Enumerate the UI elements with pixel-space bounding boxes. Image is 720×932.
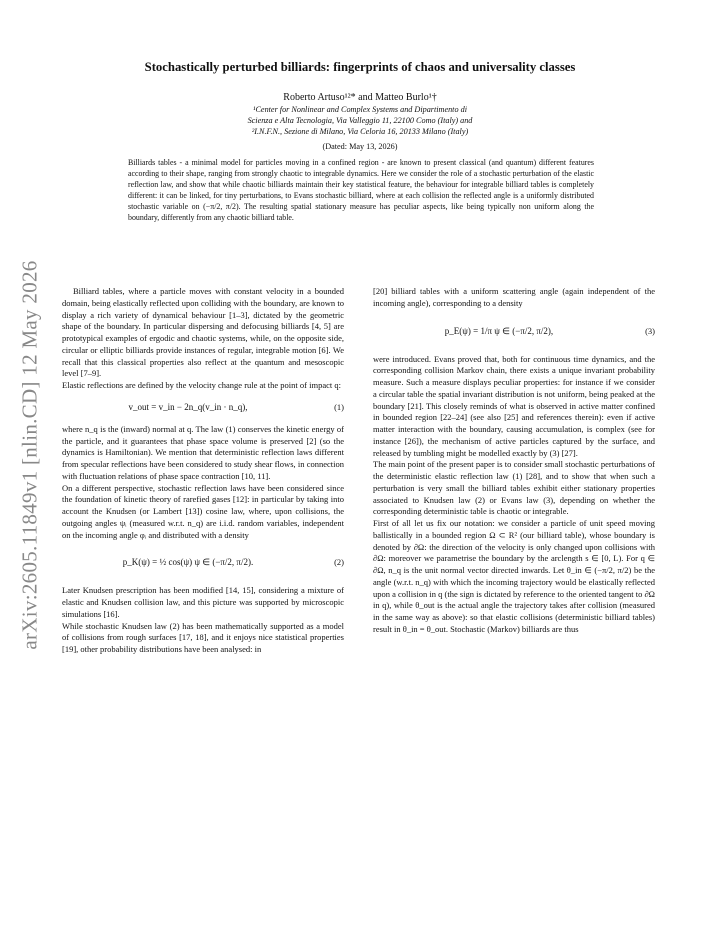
paragraph: The main point of the present paper is to consider small stochastic perturbations of the deterministic elastic reflection law (1) [28], and to show that when such a perturbation is very small the billiard tables exhibit either stationary properties associated to Knudsen law (2) or Evans law (3), depending on whether the corresponding deterministic table is chaotic or integrable. — [373, 459, 655, 517]
left-column — [62, 286, 344, 656]
affiliation-line: ²I.N.F.N., Sezione di Milano, Via Celoria 16, 20133 Milano (Italy) — [251, 127, 469, 137]
date-line: (Dated: May 13, 2026) — [322, 142, 398, 151]
equation-number: (3) — [645, 325, 655, 336]
paragraph: While stochastic Knudsen law (2) has been mathematically supported as a model of collisions from rough surfaces [17, 18], and it enjoys nice statistical properties [19], other probability distributions have been analysed: in — [62, 620, 344, 654]
right-column — [373, 286, 655, 636]
author-list: Roberto Artuso¹²* and Matteo Burlo¹† — [283, 92, 437, 103]
affiliation-line: ¹Center for Nonlinear and Complex Systems and Dipartimento di — [253, 105, 467, 114]
arxiv-sidebar — [10, 240, 50, 670]
equation-body: p_K(ψ) = ½ cos(ψ) ψ ∈ (−π/2, π/2). — [122, 557, 254, 568]
equation-3 — [373, 312, 655, 352]
equation-2 — [62, 543, 344, 583]
equation-body: v_out = v_in − 2n_q(v_in · n_q), — [128, 401, 248, 412]
paragraph: Later Knudsen prescription has been modified [14, 15], considering a mixture of elastic and Knudsen collision law, and this picture was supported by microscopic simulations [16]. — [62, 585, 344, 619]
abstract: Billiards tables - a minimal model for particles moving in a confined region - are known to present classical (and quantum) different features according to their shape, ranging from strongly chaotic to integrable dynamics. Here we consider the role of a stochastic perturbation of the elastic reflection law, and show that while chaotic billiards maintain their key statistical feature, the behaviour for integrable billiard tables is completely different: it can be linked, for tiny perturbations, to Evans stochastic billiard, where at each collision the reflected angle is a uniformly distributed stochastic variable on (−π/2, π/2). The resulting spatial stationary measure has peculiar aspects, like being typically non uniform along the boundary, differently from any chaotic billiard table. — [128, 158, 594, 223]
paper-title: Stochastically perturbed billiards: fingerprints of chaos and universality classes — [144, 60, 576, 74]
paragraph: where n_q is the (inward) normal at q. The law (1) conserves the kinetic energy of the particle, and it guarantees that phase space volume is preserved [2] (so the dynamics is Hamiltonian). We mention that deterministic reflection laws different from specular reflections have been considered to study shear flows, in connection with fluctuation relations of phase space contraction [10, 11]. — [62, 423, 344, 481]
paragraph: On a different perspective, stochastic reflection laws have been considered since the foundation of kinetic theory of rarefied gases [12]: in particular by taking into account the Knudsen (or Lambert [13]) cosine law, where, upon collisions, the outgoing angles ψᵢ (measured w.r.t. n_q) are i.i.d. random variables, independent on the incoming angle φᵢ and distributed with a density — [62, 482, 344, 540]
equation-number: (2) — [334, 557, 344, 568]
equation-1 — [62, 394, 344, 422]
affiliations — [150, 104, 570, 138]
paragraph: were introduced. Evans proved that, both for continuous time dynamics, and the corresponding collision Markov chain, there exists a unique invariant probability measure. Such a measure displays peculiar properties: for instance if we consider a circular table the spatial invariant distribution is not uniform, being peaked at the boundary [21]. This closely reminds of what is observed in active matter confined in bounded region [22–24] (see also [25] and references therein): even if active matter interaction with the boundary, causing accumulation, is complex (see for instance [26]), the mechanism of active particles captured by the surface, and released by tumbling might be modelled exactly by (3) [27]. — [373, 353, 655, 458]
paragraph: Billiard tables, where a particle moves with constant velocity in a bounded domain, being elastically reflected upon colliding with the boundary, are known to display a rich variety of dynamical behaviour [1–3], dictated by the geometric shape of the boundary. In particular dispersing and defocusing billiards [4, 5] are prototypical examples of ergodic and chaotic systems, while, on the opposite side, circular or elliptic billiards provide instances of regular, integrable motion [6]. We recall that this classical properties also reflect at the quantum and mesoscopic level [7–9]. — [62, 286, 344, 379]
affiliation-line: Scienza e Alta Tecnologia, Via Valleggio 11, 22100 Como (Italy) and — [247, 116, 473, 126]
paragraph: [20] billiard tables with a uniform scattering angle (again independent of the incoming angle), corresponding to a density — [373, 286, 655, 308]
equation-number: (1) — [334, 401, 344, 412]
equation-body: p_E(ψ) = 1/π ψ ∈ (−π/2, π/2), — [444, 325, 554, 336]
paragraph: First of all let us fix our notation: we consider a particle of unit speed moving ballistically in a bounded region Ω ⊂ R² (our billiard table), whose boundary is denoted by ∂Ω: the direction of the velocity is only changed upon collisions with ∂Ω: moreover we parametrise the boundary by the arclength s ∈ [0, L). For q ∈ ∂Ω, n_q is the unit normal vector directed inwards. Let θ_in ∈ (−π/2, π/2) be the angle (w.r.t. n_q) with which the incoming trajectory would be elastically reflected upon a collision in q (the sign is dictated by reference to the oriented tangent to ∂Ω in q), while θ_out is the actual angle the trajectory takes after collision (measured in the same way as above): so that elastic collisions (deterministic billiard tables) result in θ_in = θ_out. Stochastic (Markov) billiards are thus — [373, 518, 655, 634]
paragraph: Elastic reflections are defined by the velocity change rule at the point of impact q: — [62, 380, 341, 390]
arxiv-identifier[interactable]: arXiv:2605.11849v1 [nlin.CD] 12 May 2026 — [17, 260, 42, 650]
